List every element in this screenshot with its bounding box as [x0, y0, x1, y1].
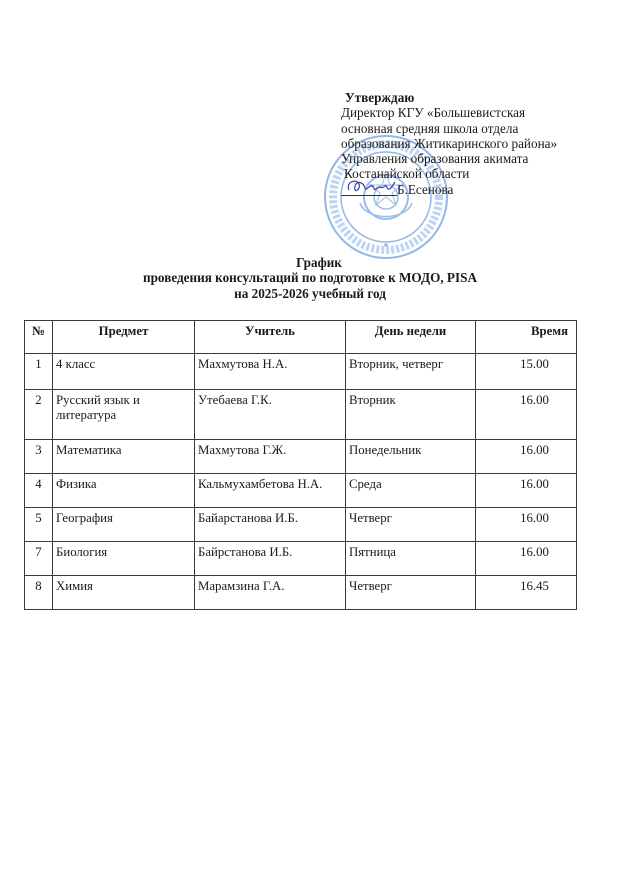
cell-number: 7	[25, 542, 53, 576]
consultation-schedule-table	[24, 320, 577, 610]
cell-day: Вторник	[346, 390, 476, 440]
signature-scribble-icon	[343, 176, 399, 198]
title-heading: График	[296, 255, 342, 270]
title-subheading: проведения консультаций по подготовке к МОДО, PISA	[143, 270, 477, 286]
cell-day: Пятница	[346, 542, 476, 576]
header-time: Время	[476, 321, 577, 354]
header-day: День недели	[346, 321, 476, 354]
table-row	[25, 576, 577, 610]
signature-row	[341, 182, 611, 197]
cell-time: 16.00	[476, 542, 577, 576]
cell-subject: Химия	[53, 576, 195, 610]
table-row	[25, 474, 577, 508]
cell-day: Понедельник	[346, 440, 476, 474]
cell-day: Вторник, четверг	[346, 354, 476, 390]
document-title	[0, 255, 620, 301]
cell-subject: Биология	[53, 542, 195, 576]
approval-line: основная средняя школа отдела	[341, 120, 519, 136]
cell-teacher: Махмутова Г.Ж.	[195, 440, 346, 474]
cell-day: Среда	[346, 474, 476, 508]
approval-line: Костанайской области	[344, 166, 470, 182]
signatory-name: Б.Есенова	[397, 181, 454, 197]
table-row	[25, 508, 577, 542]
approval-block	[341, 90, 611, 197]
cell-number: 3	[25, 440, 53, 474]
cell-day: Четверг	[346, 508, 476, 542]
cell-subject: Физика	[53, 474, 195, 508]
approval-line: Управления образования акимата	[341, 151, 529, 167]
title-year: на 2025-2026 учебный год	[234, 285, 386, 301]
cell-subject: География	[53, 508, 195, 542]
table-header-row	[25, 321, 577, 354]
cell-time: 16.00	[476, 508, 577, 542]
table-row	[25, 542, 577, 576]
approval-heading: Утверждаю	[345, 90, 415, 105]
cell-time: 16.00	[476, 474, 577, 508]
cell-number: 5	[25, 508, 53, 542]
cell-teacher: Марамзина Г.А.	[195, 576, 346, 610]
cell-teacher: Кальмухамбетова Н.А.	[195, 474, 346, 508]
cell-subject: Математика	[53, 440, 195, 474]
cell-time: 16.45	[476, 576, 577, 610]
table-row	[25, 354, 577, 390]
cell-teacher: Махмутова Н.А.	[195, 354, 346, 390]
cell-number: 1	[25, 354, 53, 390]
cell-time: 16.00	[476, 390, 577, 440]
table-row	[25, 440, 577, 474]
header-teacher: Учитель	[195, 321, 346, 354]
cell-number: 8	[25, 576, 53, 610]
cell-time: 15.00	[476, 354, 577, 390]
approval-line: образования Житикаринского района»	[341, 135, 558, 151]
cell-teacher: Байарстанова И.Б.	[195, 508, 346, 542]
cell-day: Четверг	[346, 576, 476, 610]
cell-number: 2	[25, 390, 53, 440]
approval-line: Директор КГУ «Большевистская	[341, 105, 526, 121]
table-row	[25, 390, 577, 440]
cell-time: 16.00	[476, 440, 577, 474]
header-number: №	[25, 321, 53, 354]
cell-subject: Русский язык и литература	[53, 390, 195, 440]
header-subject: Предмет	[53, 321, 195, 354]
cell-subject: 4 класс	[53, 354, 195, 390]
cell-teacher: Утебаева Г.К.	[195, 390, 346, 440]
cell-teacher: Байрстанова И.Б.	[195, 542, 346, 576]
cell-number: 4	[25, 474, 53, 508]
